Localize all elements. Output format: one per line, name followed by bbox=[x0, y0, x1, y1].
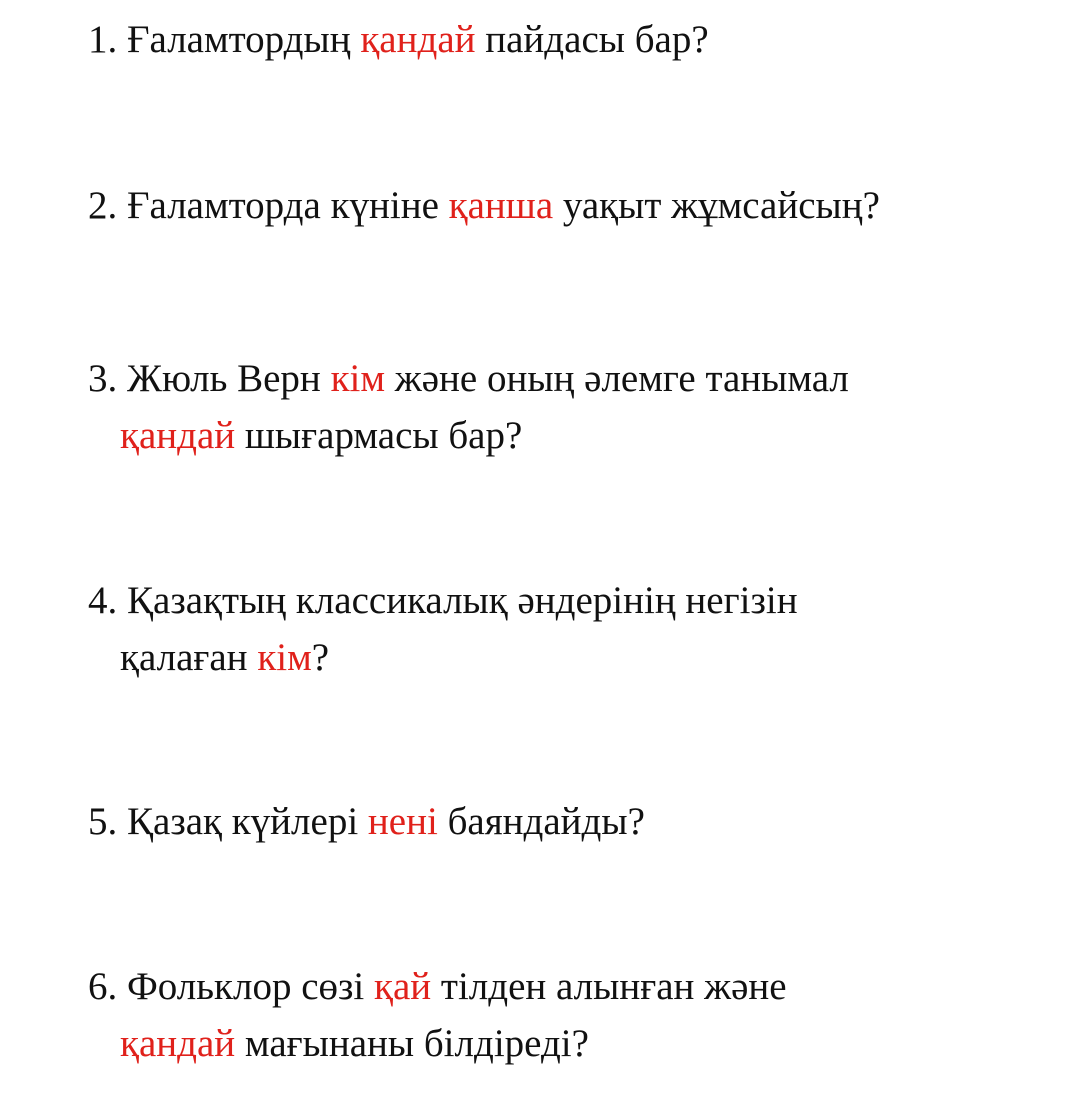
question-number: 3. bbox=[88, 357, 118, 400]
question-text: мағынаны білдіреді? bbox=[244, 1022, 589, 1065]
question-text: Фольклор сөзі bbox=[127, 965, 365, 1008]
question-text: қалаған bbox=[120, 636, 248, 679]
question-continuation bbox=[88, 407, 1048, 464]
question-2 bbox=[88, 177, 1048, 234]
question-text: Ғаламтордың bbox=[127, 18, 351, 61]
question-4 bbox=[88, 572, 1048, 686]
question-text: пайдасы бар? bbox=[485, 18, 709, 61]
question-continuation bbox=[88, 1015, 1048, 1072]
highlighted-question-word: кім bbox=[330, 357, 386, 400]
question-text: Қазақ күйлері bbox=[127, 800, 359, 843]
highlighted-question-word: қандай bbox=[120, 1022, 236, 1065]
question-text: тілден алынған және bbox=[440, 965, 787, 1008]
question-number: 1. bbox=[88, 18, 118, 61]
question-mark: ? bbox=[311, 636, 330, 679]
question-3 bbox=[88, 350, 1048, 464]
question-text: шығармасы бар? bbox=[244, 414, 523, 457]
question-text: уақыт жұмсайсың? bbox=[562, 184, 880, 227]
question-1 bbox=[88, 11, 1048, 68]
question-number: 5. bbox=[88, 800, 118, 843]
question-text: Қазақтың классикалық әндерінің негізін bbox=[127, 579, 798, 622]
question-text: және оның әлемге танымал bbox=[394, 357, 849, 400]
question-text: Жюль Верн bbox=[127, 357, 321, 400]
question-number: 6. bbox=[88, 965, 118, 1008]
question-continuation bbox=[88, 629, 1048, 686]
question-text: баяндайды? bbox=[447, 800, 645, 843]
question-5 bbox=[88, 793, 1048, 850]
question-number: 2. bbox=[88, 184, 118, 227]
highlighted-question-word: қандай bbox=[120, 414, 236, 457]
highlighted-question-word: кім bbox=[257, 636, 312, 679]
question-number: 4. bbox=[88, 579, 118, 622]
question-6 bbox=[88, 958, 1048, 1072]
highlighted-question-word: нені bbox=[367, 800, 438, 843]
highlighted-question-word: қай bbox=[374, 965, 432, 1008]
highlighted-question-word: қанша bbox=[448, 184, 554, 227]
question-text: Ғаламторда күніне bbox=[127, 184, 439, 227]
highlighted-question-word: қандай bbox=[360, 18, 476, 61]
